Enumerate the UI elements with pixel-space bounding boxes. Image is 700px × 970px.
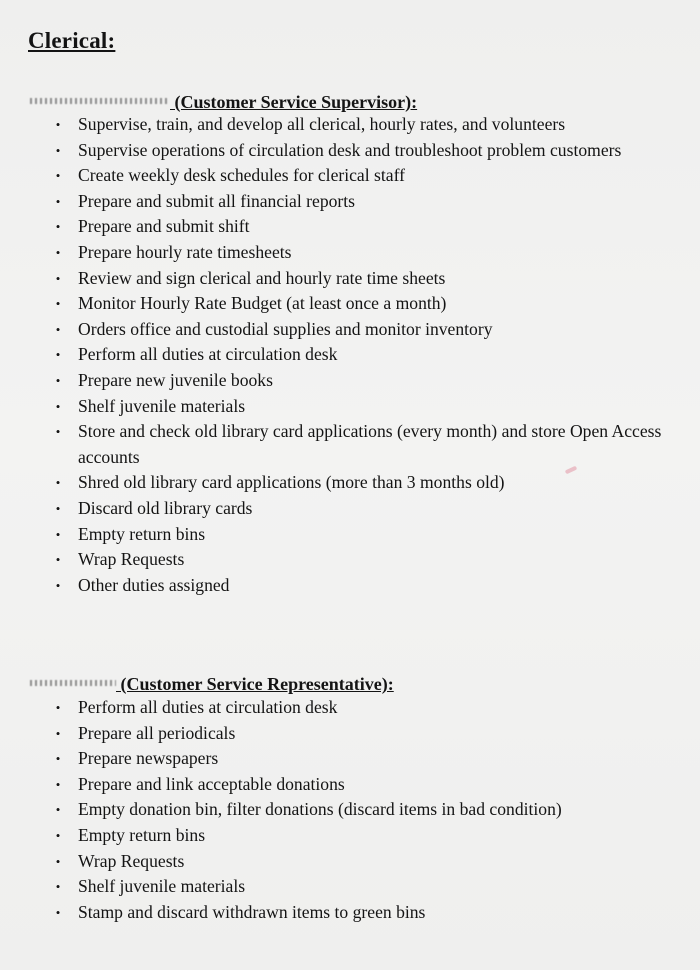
duty-text: Prepare all periodicals [78, 722, 236, 743]
bullet-icon: • [55, 347, 61, 363]
bullet-icon: • [55, 424, 61, 440]
list-item [52, 573, 678, 599]
bullet-icon: • [55, 296, 61, 312]
list-item [52, 112, 678, 138]
duty-text: Prepare newspapers [78, 748, 219, 769]
list-item [52, 317, 678, 343]
list-item [52, 189, 678, 215]
duty-text: Shred old library card applications (more than 3 months old) [78, 472, 505, 493]
list-item [52, 746, 678, 772]
list-item [52, 368, 678, 394]
list-item [52, 695, 678, 721]
page-title: Clerical: [28, 28, 116, 53]
redacted-name [30, 674, 116, 690]
bullet-icon: • [55, 398, 61, 414]
supervisor-duties-list [52, 112, 678, 598]
duty-text: Review and sign clerical and hourly rate time sheets [78, 267, 446, 288]
list-item [52, 138, 678, 164]
bullet-icon: • [55, 168, 61, 184]
bullet-icon: • [55, 475, 61, 491]
bullet-icon: • [55, 500, 61, 516]
duty-text: Empty return bins [78, 523, 206, 544]
duty-text: Empty donation bin, filter donations (discard items in bad condition) [78, 799, 562, 820]
list-item [52, 163, 678, 189]
bullet-icon: • [55, 244, 61, 260]
duty-text: Discard old library cards [78, 497, 253, 518]
bullet-icon: • [55, 117, 61, 132]
duty-text: Supervise operations of circulation desk and troubleshoot problem customers [78, 139, 622, 160]
duty-text: Prepare new juvenile books [78, 369, 273, 390]
duty-text: Shelf juvenile materials [78, 876, 246, 897]
bullet-icon: • [55, 552, 61, 568]
list-item [52, 721, 678, 747]
bullet-icon: • [55, 193, 61, 209]
duty-text: Store and check old library card applications (every month) and store Open Access accounts [78, 421, 662, 467]
list-item [52, 522, 678, 548]
duty-text: Prepare and submit shift [78, 216, 250, 237]
redacted-name [30, 92, 170, 108]
duty-text: Other duties assigned [78, 574, 230, 595]
section-heading-supervisor [30, 92, 417, 113]
bullet-icon: • [55, 372, 61, 388]
list-item [52, 394, 678, 420]
list-item [52, 266, 678, 292]
duty-text: Prepare hourly rate timesheets [78, 241, 292, 262]
duty-text: Wrap Requests [78, 850, 185, 871]
bullet-icon: • [55, 725, 61, 741]
bullet-icon: • [55, 751, 61, 767]
list-item [52, 214, 678, 240]
duty-text: Prepare and link acceptable donations [78, 773, 345, 794]
duty-text: Orders office and custodial supplies and monitor inventory [78, 318, 493, 339]
list-item [52, 849, 678, 875]
role-title: (Customer Service Supervisor): [174, 92, 418, 112]
list-item [52, 547, 678, 573]
list-item [52, 823, 678, 849]
duty-text: Supervise, train, and develop all clerical, hourly rates, and volunteers [78, 114, 566, 134]
bullet-icon: • [55, 526, 61, 542]
list-item [52, 772, 678, 798]
duty-text: Create weekly desk schedules for clerical staff [78, 165, 405, 186]
bullet-icon: • [55, 776, 61, 792]
list-item [52, 470, 678, 496]
bullet-icon: • [55, 700, 61, 715]
bullet-icon: • [55, 270, 61, 286]
bullet-icon: • [55, 577, 61, 593]
list-item [52, 874, 678, 900]
duty-text: Wrap Requests [78, 549, 185, 570]
bullet-icon: • [55, 879, 61, 895]
duty-text: Stamp and discard withdrawn items to green bins [78, 901, 426, 922]
list-item [52, 797, 678, 823]
representative-duties-list [52, 695, 678, 925]
bullet-icon: • [55, 802, 61, 818]
duty-text: Perform all duties at circulation desk [78, 344, 338, 365]
duty-text: Shelf juvenile materials [78, 395, 246, 416]
section-heading-representative [30, 674, 394, 695]
duty-text: Monitor Hourly Rate Budget (at least once a month) [78, 293, 447, 314]
role-title: (Customer Service Representative): [120, 674, 394, 694]
list-item [52, 419, 678, 470]
duty-text: Prepare and submit all financial reports [78, 190, 356, 211]
list-item [52, 240, 678, 266]
list-item [52, 496, 678, 522]
duty-text: Empty return bins [78, 824, 206, 845]
list-item [52, 900, 678, 926]
bullet-icon: • [55, 904, 61, 920]
bullet-icon: • [55, 142, 61, 158]
bullet-icon: • [55, 219, 61, 235]
list-item [52, 342, 678, 368]
bullet-icon: • [55, 321, 61, 337]
duty-text: Perform all duties at circulation desk [78, 697, 338, 717]
bullet-icon: • [55, 853, 61, 869]
list-item [52, 291, 678, 317]
bullet-icon: • [55, 827, 61, 843]
